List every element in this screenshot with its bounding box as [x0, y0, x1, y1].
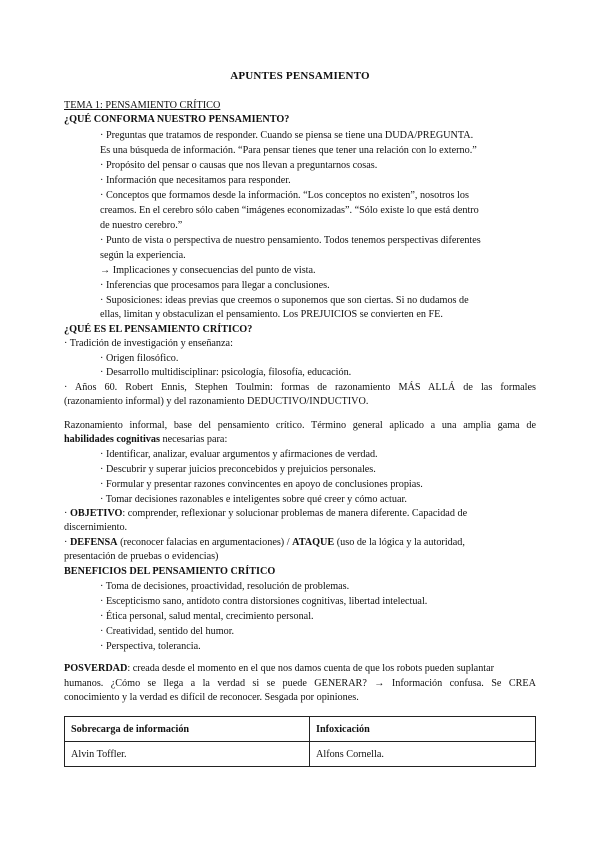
table-header-cell: Sobrecarga de información [65, 717, 310, 742]
list-item: · Información que necesitamos para responder. [100, 175, 291, 186]
document-title: APUNTES PENSAMIENTO [230, 70, 370, 82]
list-item: · Inferencias que procesamos para llegar a conclusiones. [100, 280, 330, 291]
objetivo-text: : comprender, reflexionar y solucionar problemas de manera diferente. Capacidad de [122, 508, 468, 519]
list-item: · Perspectiva, tolerancia. [100, 641, 201, 652]
defensa-text: (reconocer falacias en argumentaciones) / [117, 537, 293, 548]
table-header-cell: Infoxicación [310, 717, 536, 742]
posverdad-text: : creada desde el momento en el que nos damos cuenta de que los robots pueden suplantar [127, 663, 495, 674]
paragraph-line: (razonamiento informal) y del razonamiento DEDUCTIVO/INDUCTIVO. [64, 396, 369, 407]
list-item: · Origen filosófico. [100, 353, 179, 364]
paragraph-line: Razonamiento informal, base del pensamiento crítico. Término general aplicado a una amplia gama de [64, 420, 536, 431]
paragraph-text: necesarias para: [159, 434, 228, 445]
paragraph-line [64, 433, 536, 447]
list-item: · Identificar, analizar, evaluar argumentos y afirmaciones de verdad. [100, 449, 378, 460]
bullet: · [64, 508, 70, 519]
list-item: · Conceptos que formamos desde la información. “Los conceptos no existen”, nosotros los [100, 190, 469, 201]
list-item-continuation: creamos. En el cerebro sólo caben “imágenes economizadas”. “Sólo existe lo que está dentro [100, 205, 479, 216]
section-heading-que-es: ¿QUÉ ES EL PENSAMIENTO CRÍTICO? [64, 324, 253, 335]
list-item-continuation: de nuestro cerebro.” [100, 220, 183, 231]
paragraph-line: humanos. ¿Cómo se llega a la verdad si se puede GENERAR? → Información confusa. Se CREA [64, 678, 536, 689]
objetivo-line [64, 507, 536, 521]
list-item-continuation: según la experiencia. [100, 250, 186, 261]
table-row [65, 742, 536, 767]
defensa-label: DEFENSA [69, 537, 118, 548]
list-item-continuation: Es una búsqueda de información. “Para pensar tienes que tener una relación con lo externo.” [100, 145, 477, 156]
list-item: · Ética personal, salud mental, crecimiento personal. [100, 611, 314, 622]
list-item: · Desarrollo multidisciplinar: psicología, filosofía, educación. [100, 367, 352, 378]
ataque-text: (uso de la lógica y la autoridad, [334, 537, 465, 548]
paragraph-line: · Años 60. Robert Ennis, Stephen Toulmin: formas de razonamiento MÁS ALLÁ de las formales [64, 382, 536, 393]
list-item: · Suposiciones: ideas previas que creemos o suponemos que son ciertas. Si no dudamos de [100, 295, 469, 306]
table-cell: Alfons Cornella. [310, 742, 536, 767]
list-item: · Escepticismo sano, antídoto contra distorsiones cognitivas, libertad intelectual. [100, 596, 428, 607]
table-cell: Alvin Toffler. [65, 742, 310, 767]
list-item: · Toma de decisiones, proactividad, resolución de problemas. [100, 581, 350, 592]
list-item: · Descubrir y superar juicios preconcebidos y prejuicios personales. [100, 464, 376, 475]
posverdad-label: POSVERDAD [64, 663, 128, 674]
paragraph-line: presentación de pruebas o evidencias) [64, 551, 219, 562]
topic-heading: TEMA 1: PENSAMIENTO CRÍTICO [64, 100, 221, 111]
list-item: · Tomar decisiones razonables e inteligentes sobre qué creer y cómo actuar. [100, 494, 407, 505]
list-item: · Formular y presentar razones convincentes en apoyo de conclusiones propias. [100, 479, 423, 490]
bold-term: habilidades cognitivas [64, 434, 160, 445]
defensa-line [64, 536, 536, 550]
list-item: → Implicaciones y consecuencias del punto de vista. [100, 265, 316, 276]
list-item: · Creatividad, sentido del humor. [100, 626, 235, 637]
tradition-line: · Tradición de investigación y enseñanza: [64, 338, 233, 349]
list-item: · Punto de vista o perspectiva de nuestro pensamiento. Todos tenemos perspectivas diferentes [100, 235, 481, 246]
paragraph-line: discernimiento. [64, 522, 128, 533]
posverdad-line [64, 662, 536, 676]
authors-table [64, 716, 536, 767]
section-heading-beneficios: BENEFICIOS DEL PENSAMIENTO CRÍTICO [64, 566, 276, 577]
section-heading-conforma: ¿QUÉ CONFORMA NUESTRO PENSAMIENTO? [64, 114, 290, 125]
table-header-row [65, 717, 536, 742]
list-item: · Propósito del pensar o causas que nos llevan a preguntarnos cosas. [100, 160, 378, 171]
list-item: · Preguntas que tratamos de responder. Cuando se piensa se tiene una DUDA/PREGUNTA. [100, 130, 474, 141]
bullet: · [64, 537, 70, 548]
paragraph-line: conocimiento y la verdad es difícil de reconocer. Sesgada por opiniones. [64, 692, 359, 703]
list-item-continuation: ellas, limitan y obstaculizan el pensamiento. Los PREJUICIOS se convierten en FE. [100, 309, 443, 320]
objetivo-label: OBJETIVO [69, 508, 123, 519]
ataque-label: ATAQUE [292, 537, 335, 548]
